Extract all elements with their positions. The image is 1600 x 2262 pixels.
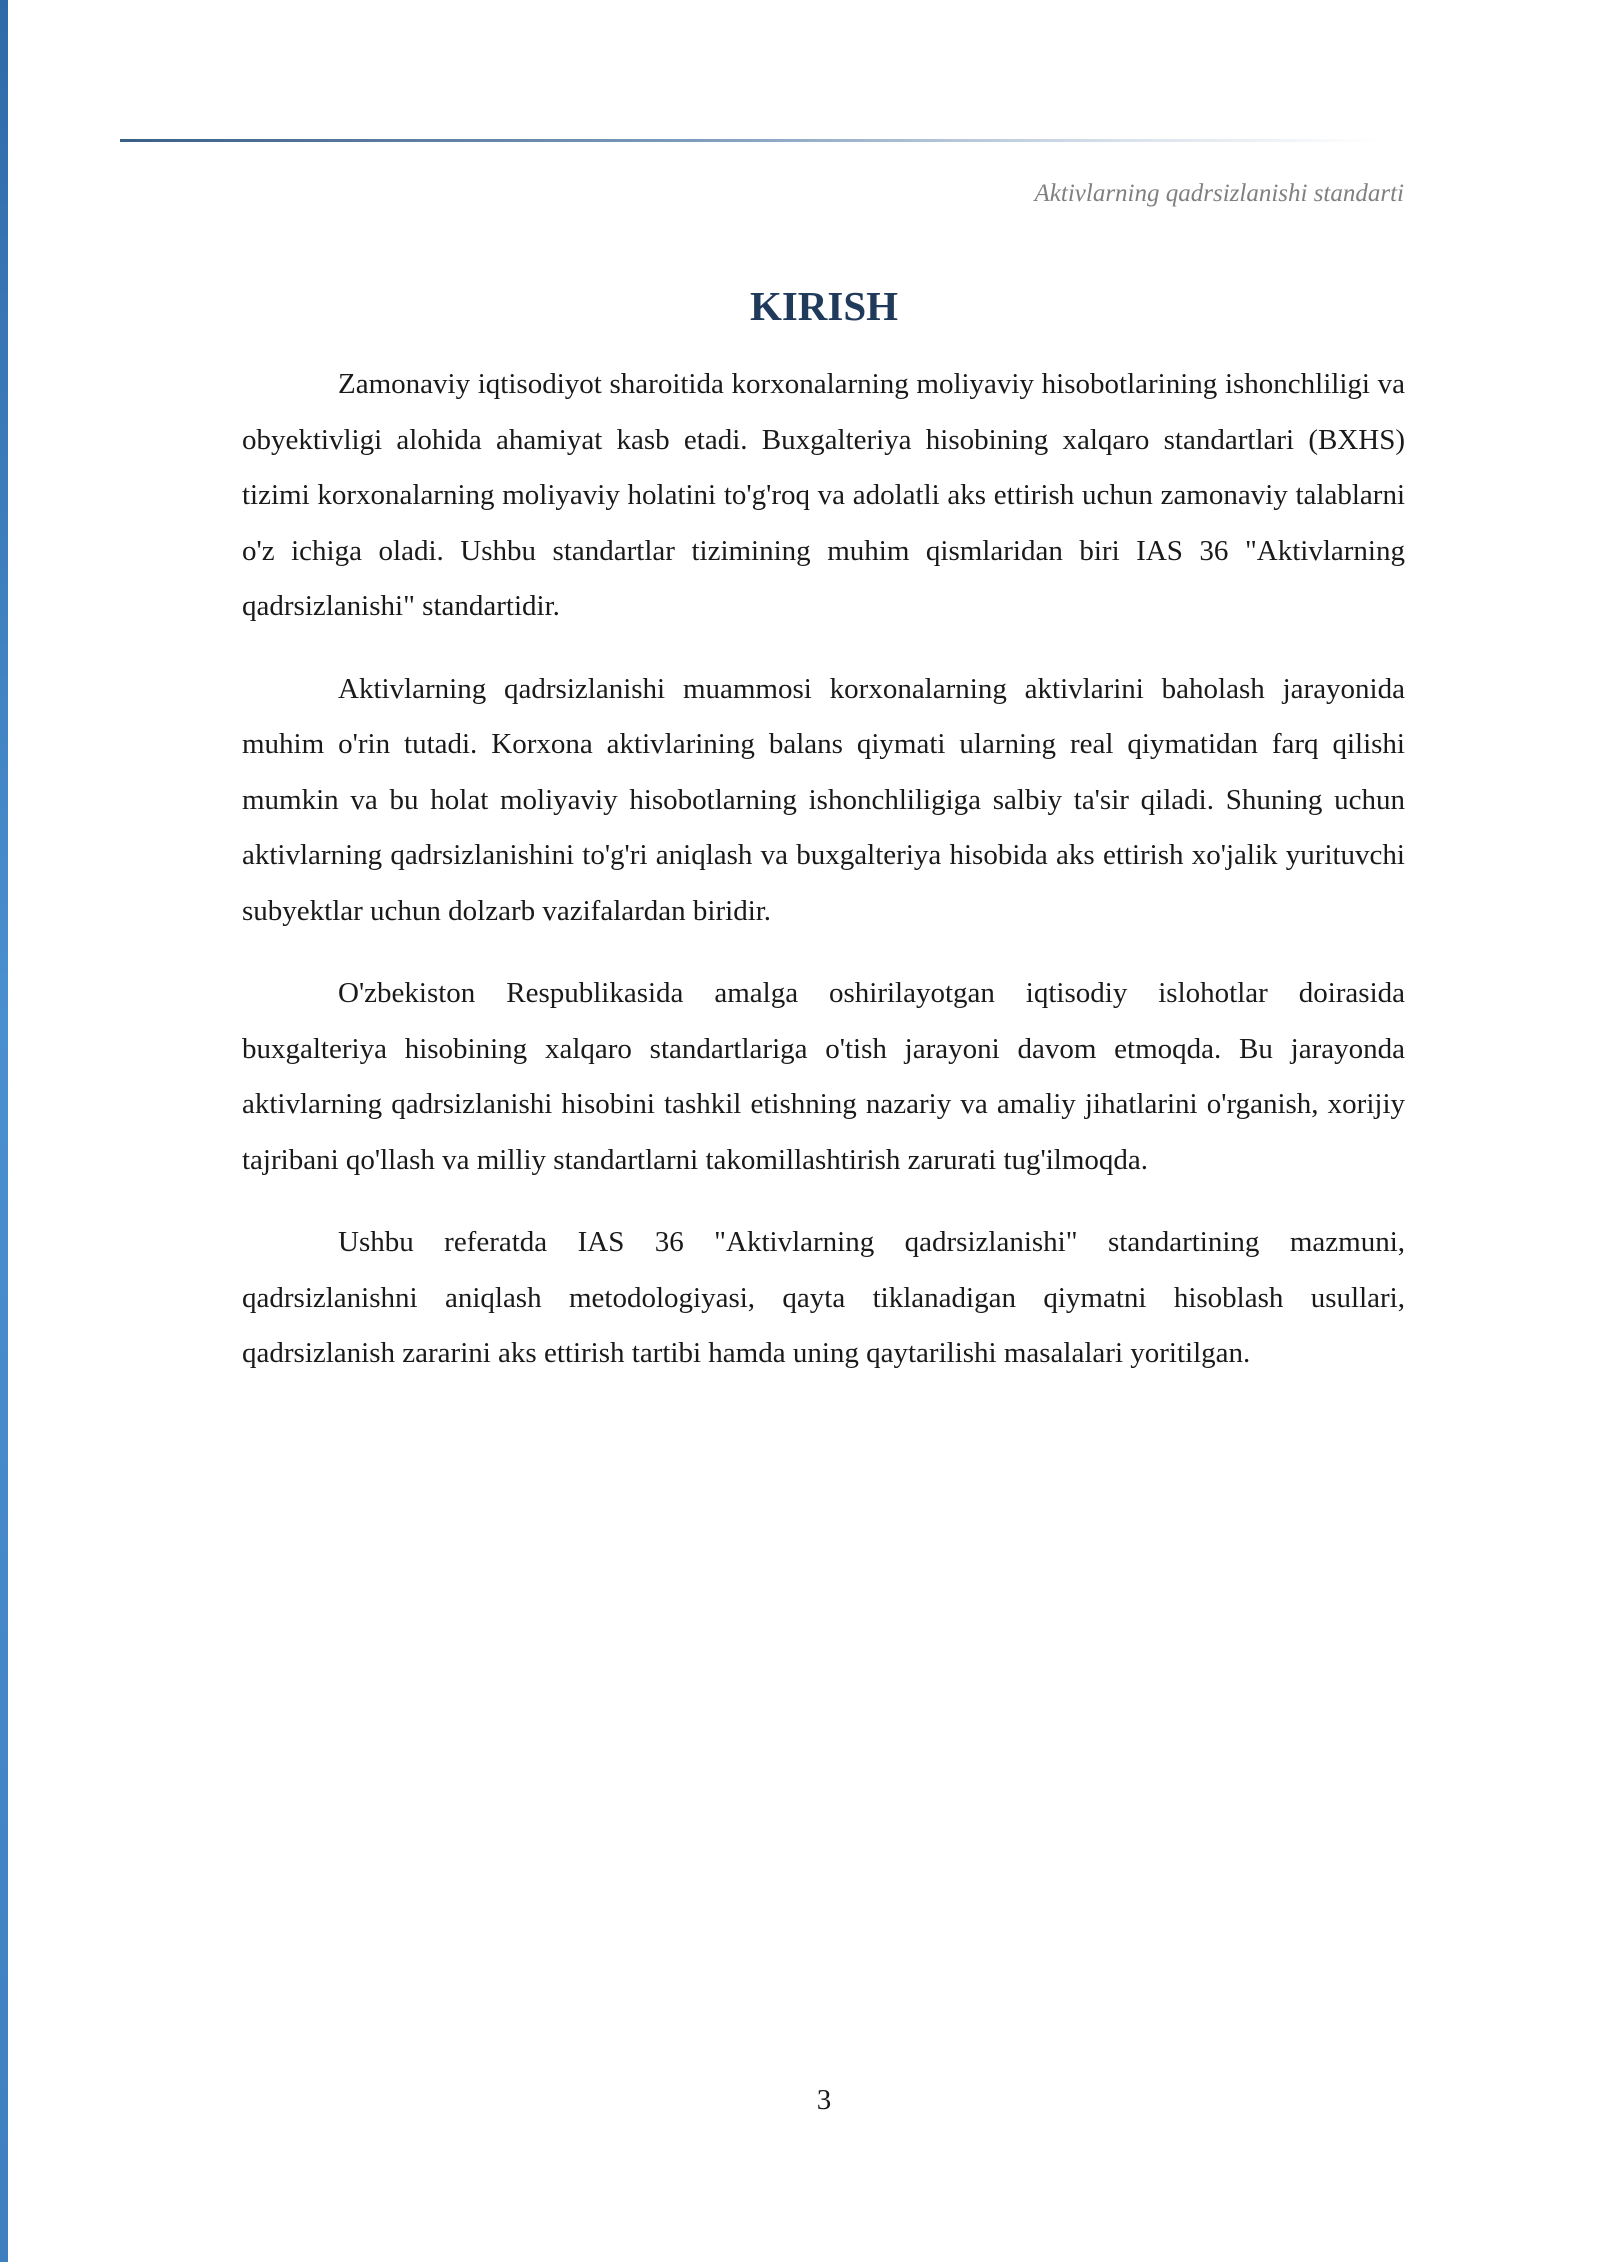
paragraph-4: Ushbu referatda IAS 36 "Aktivlarning qadrsizlanishi" standartining mazmuni, qadrsizlanishni aniqlash metodologiyasi, qayta tiklanadigan qiymatni hisoblash usullari, qadrsizlanish zararini aks ettirish tartibi hamda uning qaytarilishi masalalari yoritilgan. bbox=[242, 1226, 1405, 1369]
page-number: 3 bbox=[816, 2084, 832, 2116]
paragraph-3: O'zbekiston Respublikasida amalga oshirilayotgan iqtisodiy islohotlar doirasida buxgalteriya hisobining xalqaro standartlariga o'tish jarayoni davom etmoqda. Bu jarayonda aktivlarning qadrsizlanishi hisobini tashkil etishning nazariy va amaliy jihatlarini o'rganish, xorijiy tajribani qo'llash va milliy standartlarni takomillashtirish zarurati tug'ilmoqda. bbox=[242, 977, 1405, 1176]
running-header: Aktivlarning qadrsizlanishi standarti bbox=[1034, 180, 1404, 207]
paragraph-1: Zamonaviy iqtisodiyot sharoitida korxonalarning moliyaviy hisobotlarining ishonchliligi va obyektivligi alohida ahamiyat kasb etadi. Buxgalteriya hisobining xalqaro standartlari (BXHS) tizimi korxonalarning moliyaviy holatini to'g'roq va adolatli aks ettirish uchun zamonaviy talablarni o'z ichiga oladi. Ushbu standartlar tizimining muhim qismlaridan biri IAS 36 "Aktivlarning qadrsizlanishi" standartidir. bbox=[242, 368, 1405, 622]
header-rule bbox=[120, 139, 1380, 142]
page-title: KIRISH bbox=[749, 283, 899, 329]
document-body bbox=[242, 357, 1405, 1409]
left-accent-bar bbox=[0, 0, 8, 2262]
paragraph-2: Aktivlarning qadrsizlanishi muammosi korxonalarning aktivlarini baholash jarayonida muhim o'rin tutadi. Korxona aktivlarining balans qiymati ularning real qiymatidan farq qilishi mumkin va bu holat moliyaviy hisobotlarning ishonchliligiga salbiy ta'sir qiladi. Shuning uchun aktivlarning qadrsizlanishini to'g'ri aniqlash va buxgalteriya hisobida aks ettirish xo'jalik yurituvchi subyektlar uchun dolzarb vazifalardan biridir. bbox=[242, 672, 1405, 927]
